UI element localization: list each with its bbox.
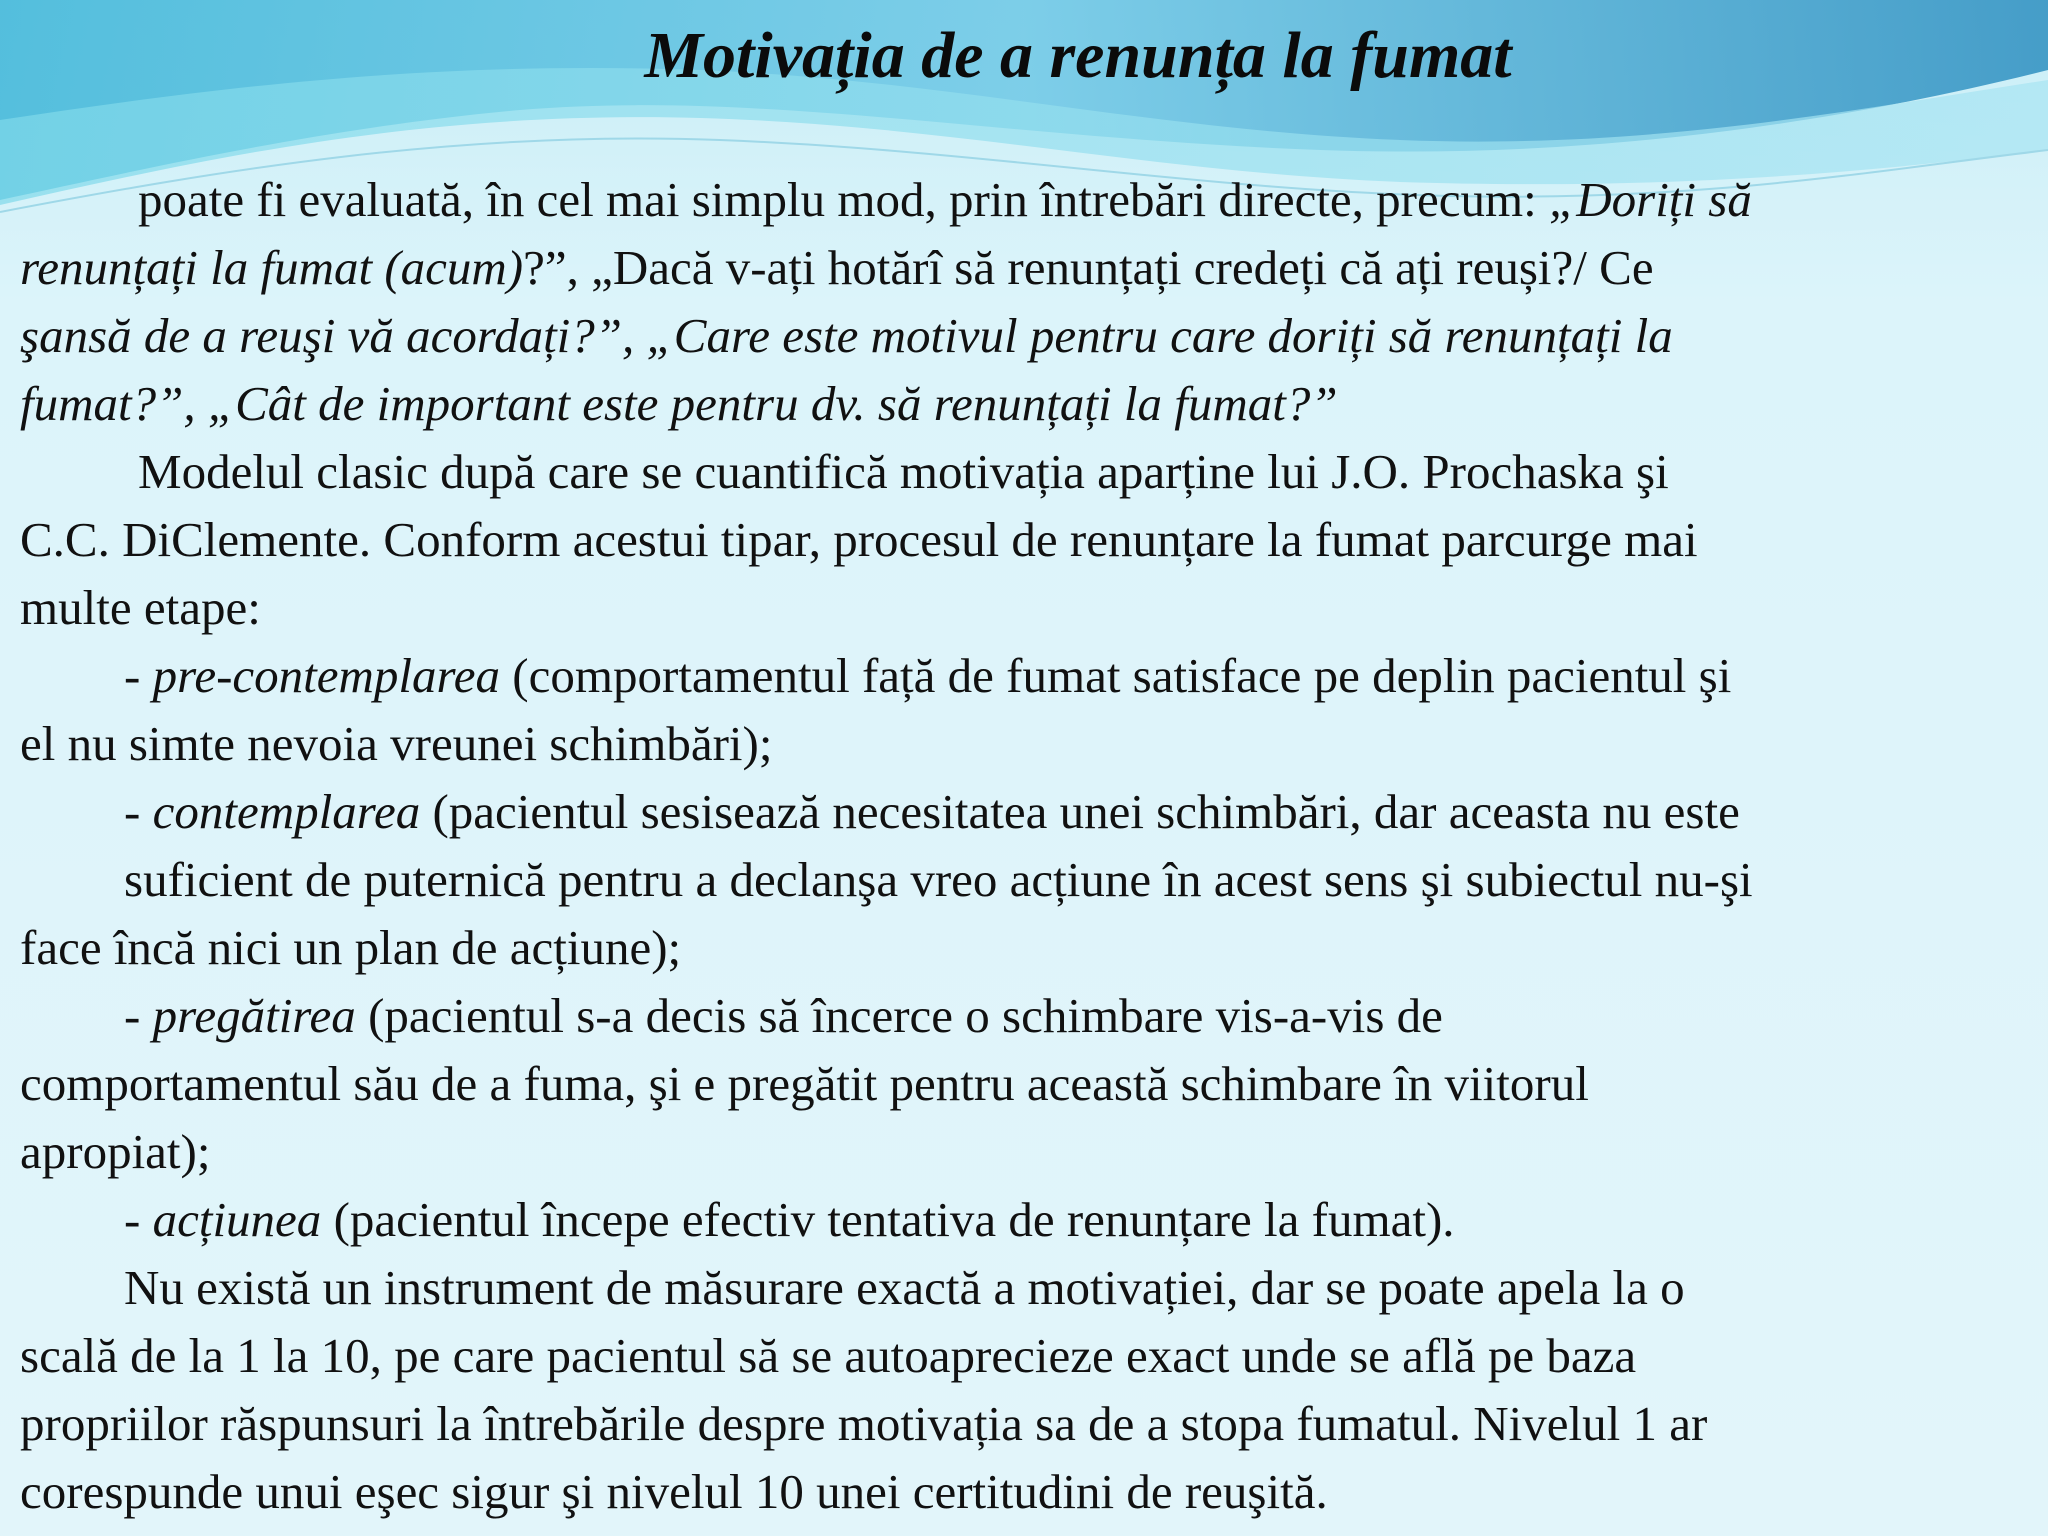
text-line: şansă de a reuşi vă acordați?”, „Care este motivul pentru care doriți să renunțați la <box>20 308 1673 363</box>
text-line: suficient de puternică pentru a declanşa vreo acțiune în acest sens şi subiectul nu-şi <box>124 852 1753 907</box>
list-item-stage: - pre-contemplarea (comportamentul față de fumat satisface pe deplin pacientul şi <box>124 648 1732 703</box>
list-item-stage: - acțiunea (pacientul începe efectiv tentativa de renunțare la fumat). <box>124 1192 1455 1247</box>
text-line: scală de la 1 la 10, pe care pacientul să se autoaprecieze exact unde se află pe baza <box>20 1328 1637 1383</box>
text-line: Modelul clasic după care se cuantifică motivația aparține lui J.O. Prochaska şi <box>138 444 1669 499</box>
text-line: multe etape: <box>20 580 261 635</box>
text-line: comportamentul său de a fuma, şi e pregătit pentru această schimbare în viitorul <box>20 1056 1589 1111</box>
list-item-stage: - contemplarea (pacientul sesisează necesitatea unei schimbări, dar aceasta nu este <box>124 784 1740 839</box>
text-line: poate fi evaluată, în cel mai simplu mod, prin întrebări directe, precum: „Doriți să <box>138 172 1752 227</box>
text-line: propriilor răspunsuri la întrebările despre motivația sa de a stopa fumatul. Nivelul 1 ar <box>20 1396 1708 1451</box>
text-line: fumat?”, „Cât de important este pentru dv. să renunțați la fumat?” <box>20 376 1338 431</box>
list-item-stage: - pregătirea (pacientul s-a decis să încerce o schimbare vis-a-vis de <box>124 988 1443 1043</box>
text-line: apropiat); <box>20 1124 211 1179</box>
text-line: Nu există un instrument de măsurare exactă a motivației, dar se poate apela la o <box>124 1260 1685 1315</box>
text-line: renunțați la fumat (acum)?”, „Dacă v-ați hotărî să renunțați credeți că ați reuși?/ Ce <box>20 240 1654 295</box>
text-line: corespunde unui eşec sigur şi nivelul 10 unei certitudini de reuşită. <box>20 1464 1328 1519</box>
text-line: face încă nici un plan de acțiune); <box>20 920 682 975</box>
text-line: C.C. DiClemente. Conform acestui tipar, procesul de renunțare la fumat parcurge mai <box>20 512 1698 567</box>
slide-body <box>20 166 2028 1526</box>
slide-title: Motivația de a renunța la fumat <box>644 19 1512 92</box>
text-line: el nu simte nevoia vreunei schimbări); <box>20 716 773 771</box>
